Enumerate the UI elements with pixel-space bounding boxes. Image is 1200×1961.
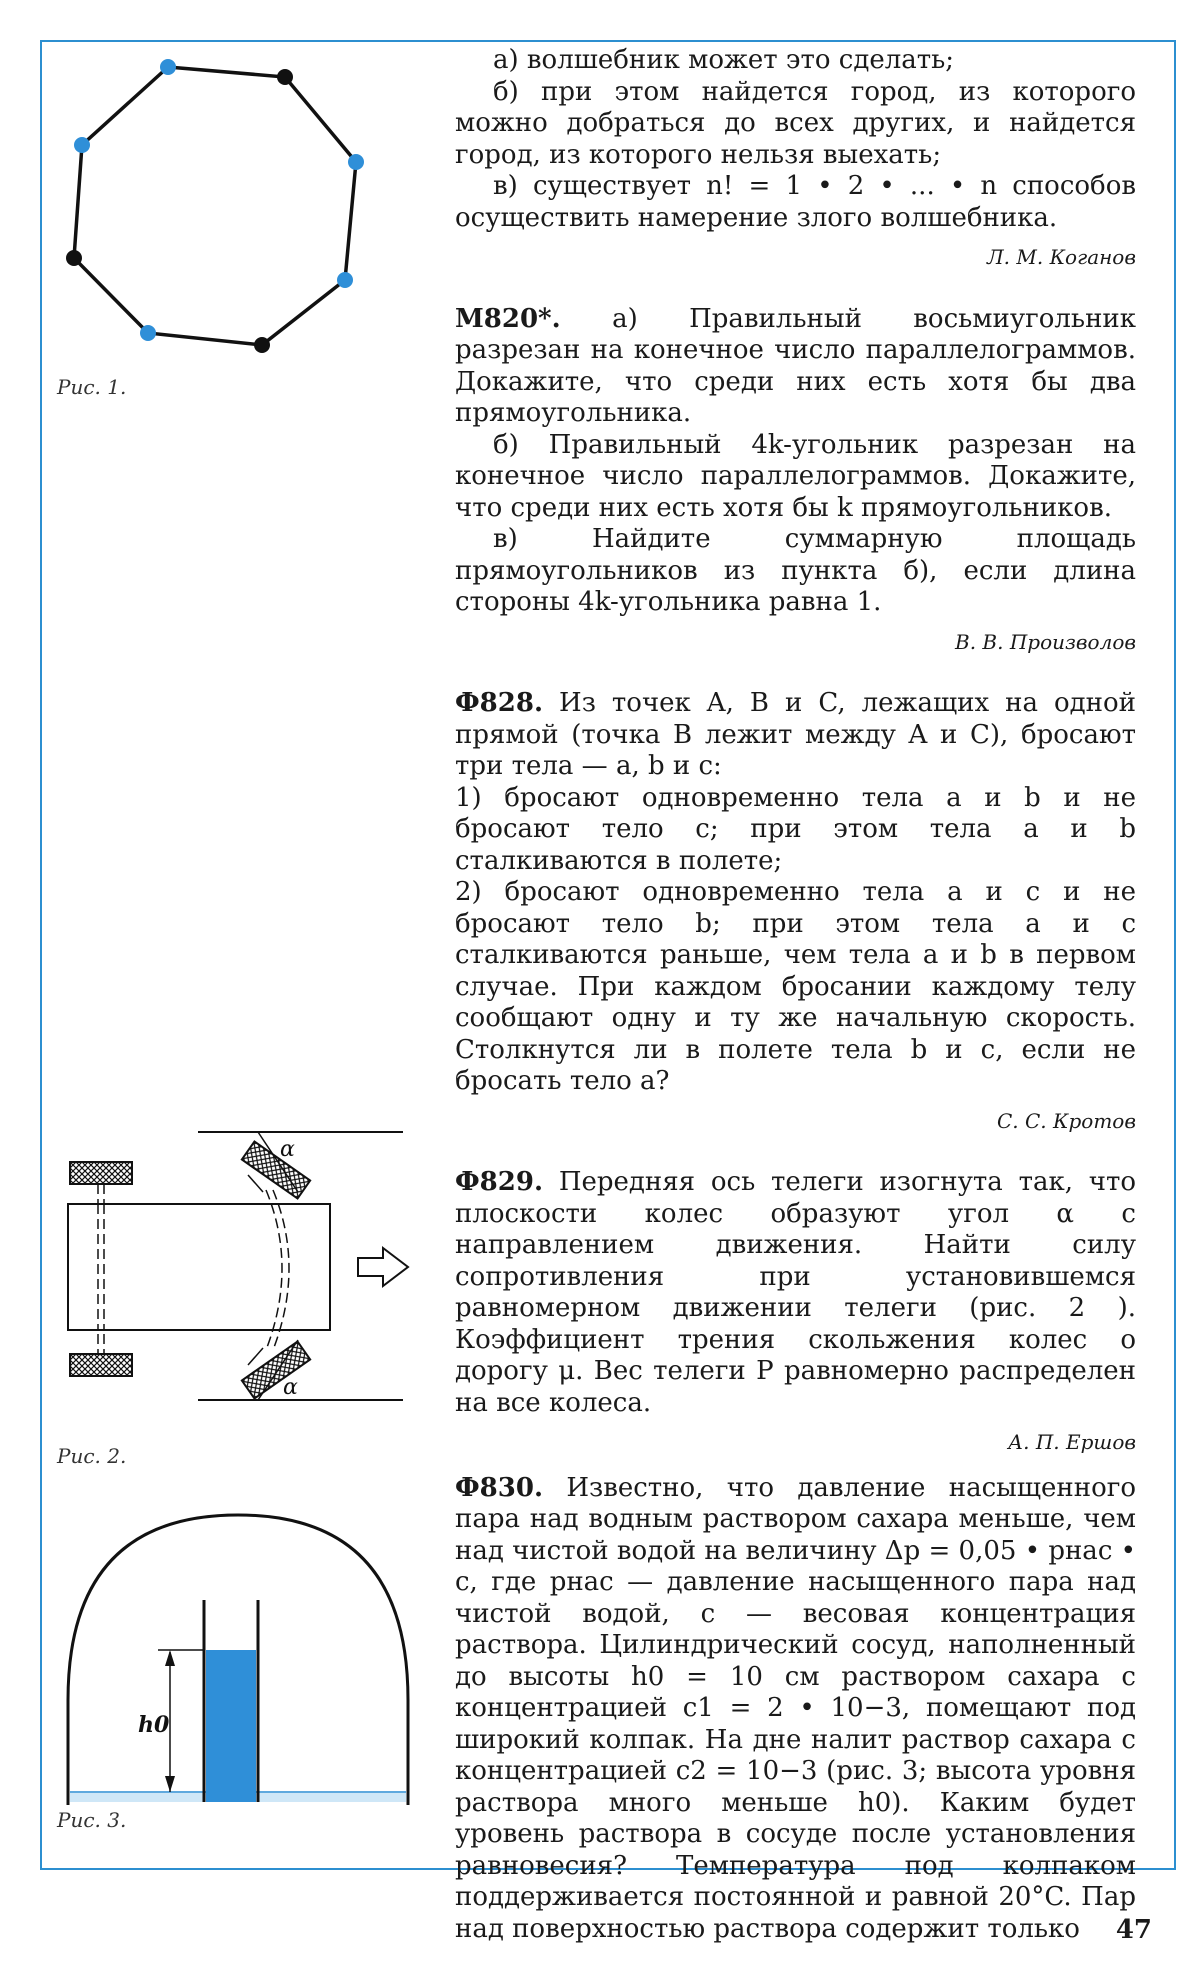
vertex-dot	[254, 337, 270, 353]
prev-item-a: а) волшебник может это сделать;	[493, 45, 955, 75]
f830-number: Ф830.	[455, 1472, 543, 1503]
figure-3-bell-jar	[58, 1500, 418, 1810]
f828-case-2: 2) бросают одновременно тела a и c и не бросают тело b; при этом тела a и c сталкиваются раньше, чем тела a и b в первом случае. При каждом бросании каждому телу сообщают одну и ту же начальную скорость. Столкнутся ли в полете тела b и c, если не бросать тело a?	[455, 877, 1136, 1096]
figure-3-caption: Рис. 3.	[57, 1808, 127, 1832]
m820-part-c: в) Найдите суммарную площадь прямоугольников из пункта б), если длина стороны 4k-угольника равна 1.	[455, 524, 1136, 617]
prev-item-b: б) при этом найдется город, из которого можно добраться до всех других, и найдется город, из которого нельзя выехать;	[455, 76, 1136, 170]
page-number: 47	[1115, 1915, 1152, 1945]
figure-2-caption: Рис. 2.	[57, 1444, 127, 1468]
m820-number: М820*.	[455, 303, 561, 334]
vertex-dot	[74, 137, 90, 153]
angle-label-bottom: α	[283, 1375, 298, 1400]
m820-author: В. В. Произволов	[955, 629, 1136, 654]
m820-part-b: б) Правильный 4k-угольник разрезан на конечное число параллелограммов. Докажите, что среди них есть хотя бы k прямоугольников.	[455, 429, 1136, 523]
vertex-dot	[277, 69, 293, 85]
m820-part-a: а) Правильный восьмиугольник разрезан на конечное число параллелограммов. Докажите, что среди них есть хотя бы два прямоугольника.	[455, 303, 1136, 428]
figure-1-caption: Рис. 1.	[57, 375, 127, 399]
vertex-dot	[348, 154, 364, 170]
angle-label-top: α	[280, 1137, 295, 1162]
text-column	[455, 45, 1136, 1945]
f829-text: Передняя ось телеги изогнута так, что плоскости колес образуют угол α с направлением движения. Найти силу сопротивления при установившемся равномерном движении телеги (рис. 2 ). Коэффициент трения скольжения колес о дорогу μ. Вес телеги P равномерно распределен на все колеса.	[455, 1167, 1136, 1418]
f828-case-1: 1) бросают одновременно тела a и b и не бросают тело c; при этом тела a и b сталкиваются в полете;	[455, 782, 1136, 876]
figure-1-octagon	[50, 45, 380, 365]
vertex-dot	[160, 59, 176, 75]
f828-author: С. С. Кротов	[996, 1108, 1136, 1133]
vertex-dot	[337, 272, 353, 288]
f829-number: Ф829.	[455, 1167, 543, 1197]
figure-2-cart	[58, 1120, 428, 1420]
f830-text: Известно, что давление насыщенного пара над водным раствором сахара меньше, чем над чистой водой на величину Δp = 0,05 • pнас • c, где pнас — давление насыщенного пара над чистой водой, c — весовая концентрация раствора. Цилиндрический сосуд, наполненный до высоты h0 = 10 см раствором сахара с концентрацией c1 = 2 • 10−3, помещают под широкий колпак. На дне налит раствор сахара с концентрацией c2 = 10−3 (рис. 3; высота уровня раствора много меньше h0). Каким будет уровень раствора в сосуде после установления равновесия? Температура под колпаком поддерживается постоянной и равной 20°C. Пар над поверхностью раствора содержит только	[455, 1472, 1136, 1944]
f828-intro: Из точек A, B и C, лежащих на одной прямой (точка B лежит между A и C), бросают три тела — a, b и c:	[455, 688, 1136, 781]
vertex-dot	[140, 325, 156, 341]
f828-number: Ф828.	[455, 688, 543, 718]
prev-item-c: в) существует n! = 1 • 2 • ... • n способов осуществить намерение злого волшебника.	[455, 171, 1136, 233]
height-label: h0	[138, 1712, 170, 1738]
f829-author: А. П. Ершов	[1007, 1430, 1136, 1454]
prev-author: Л. М. Коганов	[986, 245, 1136, 269]
vertex-dot	[66, 250, 82, 266]
